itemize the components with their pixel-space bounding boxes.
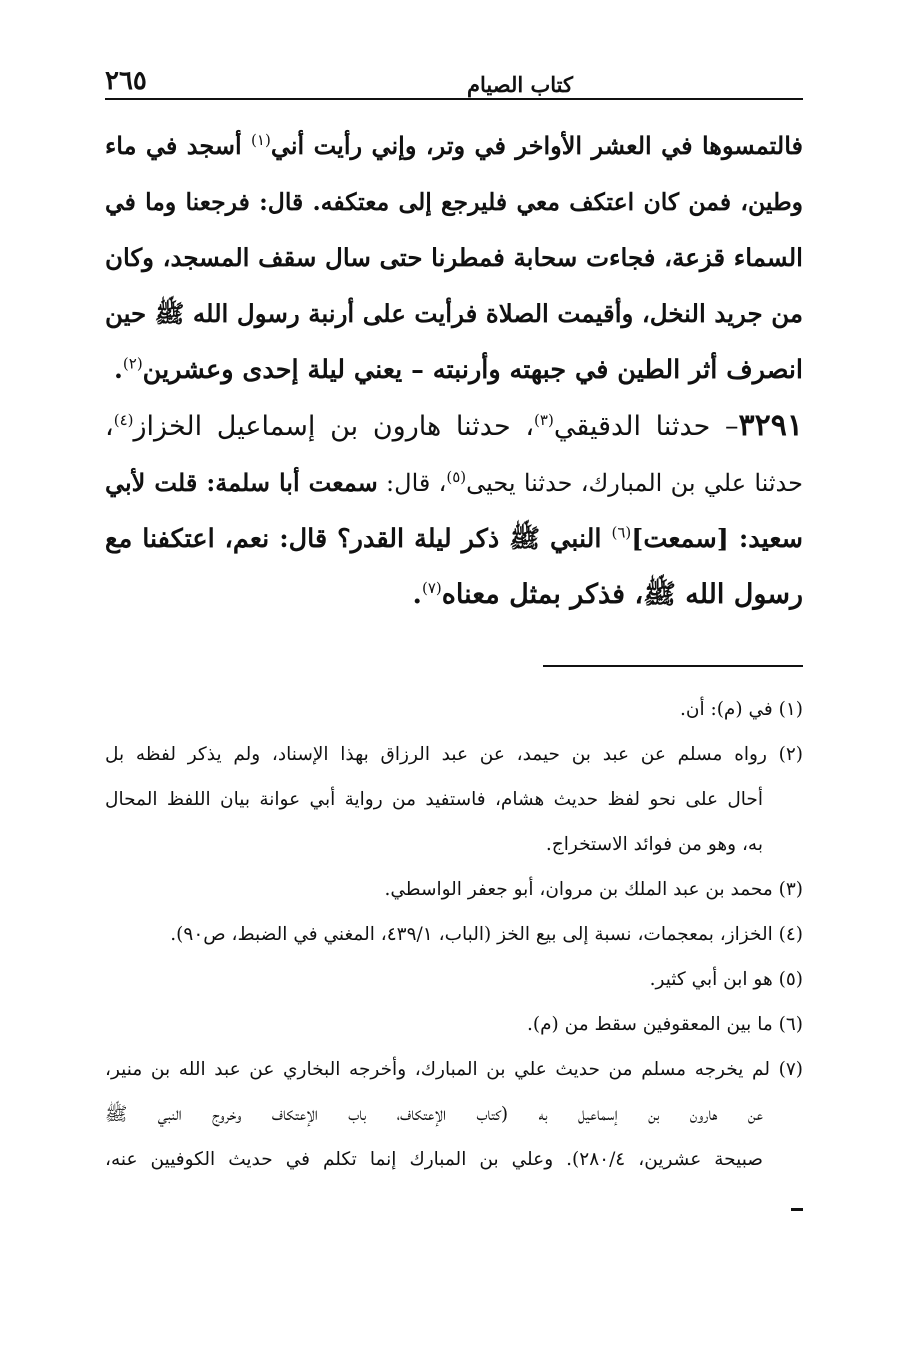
footnote-marker: (٥) bbox=[446, 468, 467, 486]
text-line: من جريد النخل، وأقيمت الصلاة فرأيت على أرنبة رسول الله ﷺ حين bbox=[105, 299, 803, 328]
text-line: سعيد: [سمعت]$^{(٦)}$ النبي ﷺ ذكر ليلة القدر؟ قال: نعم، اعتكفنا مع bbox=[105, 523, 803, 554]
footnote-marker: (٧) bbox=[421, 579, 442, 597]
footnote-marker: (٣) bbox=[534, 411, 554, 429]
hadith-number: ٣٢٩١ bbox=[738, 408, 803, 443]
continuation-mark bbox=[791, 1208, 803, 1211]
text-line: وطين، فمن كان اعتكف معي فليرجع إلى معتكفه. قال: فرجعنا وما في bbox=[105, 188, 803, 216]
footnote-1: (١) في (م): أن. bbox=[679, 699, 803, 720]
footnote-marker: (٢) bbox=[122, 354, 143, 373]
footnote-2-cont: أحال على نحو لفظ حديث هشام، فاستفيد من رواية أبي عوانة بيان اللفظ المحال bbox=[105, 789, 763, 810]
footnote-4: (٤) الخزاز، بمعجمات، نسبة إلى بيع الخز (الباب، ٤٣٩/١، المغني في الضبط، ص٩٠). bbox=[170, 924, 803, 945]
footnote-6: (٦) ما بين المعقوفين سقط من (م). bbox=[526, 1014, 803, 1035]
footnote-2-cont: به، وهو من فوائد الاستخراج. bbox=[545, 834, 763, 855]
text-line: فالتمسوها في العشر الأواخر في وتر، وإني رأيت أني$^{(١)}$ أسجد في ماء bbox=[105, 131, 803, 160]
footnote-7: (٧) لم يخرجه مسلم من حديث علي بن المبارك، وأخرجه البخاري عن عبد الله بن منير، bbox=[105, 1059, 803, 1080]
running-header bbox=[105, 62, 803, 100]
footnote-marker: (٤) bbox=[113, 411, 134, 429]
main-text bbox=[105, 118, 803, 623]
text-line: حدثنا علي بن المبارك، حدثنا يحيى$^{(٥)}$، قال: سمعت أبا سلمة: قلت لأبي bbox=[105, 468, 803, 497]
footnote-marker: (١) bbox=[251, 131, 271, 149]
footnote-2: (٢) رواه مسلم عن عبد بن حيمد، عن عبد الرزاق بهذا الإسناد، ولم يذكر لفظه بل bbox=[105, 744, 803, 765]
footnote-7-cont: صبيحة عشرين، ٢٨٠/٤). وعلي بن المبارك إنما تكلم في حديث الكوفيين عنه، bbox=[105, 1149, 763, 1170]
footnotes bbox=[105, 687, 803, 1211]
text-line: انصرف أثر الطين في جبهته وأرنبته – يعني ليلة إحدى وعشرين$^{(٢)}$. bbox=[114, 354, 803, 385]
footnote-3: (٣) محمد بن عبد الملك بن مروان، أبو جعفر الواسطي. bbox=[384, 879, 803, 900]
footnote-marker: (٦) bbox=[611, 523, 632, 542]
footnote-divider bbox=[543, 665, 803, 667]
footnote-7-cont: عن هارون بن إسماعيل به (كتاب الإعتكاف، باب الإعتكاف وخروج النبي ﷺ bbox=[105, 1104, 763, 1125]
book-page bbox=[105, 62, 803, 1322]
page-number: ٢٦٥ bbox=[105, 66, 147, 96]
text-line: رسول الله ﷺ، فذكر بمثل معناه$^{(٧)}$. bbox=[412, 579, 803, 610]
footnote-5: (٥) هو ابن أبي كثير. bbox=[649, 969, 803, 990]
text-line: ٣٢٩١– حدثنا الدقيقي$^{(٣)}$، حدثنا هارون بن إسماعيل الخزاز$^{(٤)}$، bbox=[105, 408, 803, 443]
book-title: كتاب الصيام bbox=[467, 72, 573, 97]
text-line: السماء قزعة، فجاءت سحابة فمطرنا حتى سال سقف المسجد، وكان bbox=[105, 243, 803, 272]
